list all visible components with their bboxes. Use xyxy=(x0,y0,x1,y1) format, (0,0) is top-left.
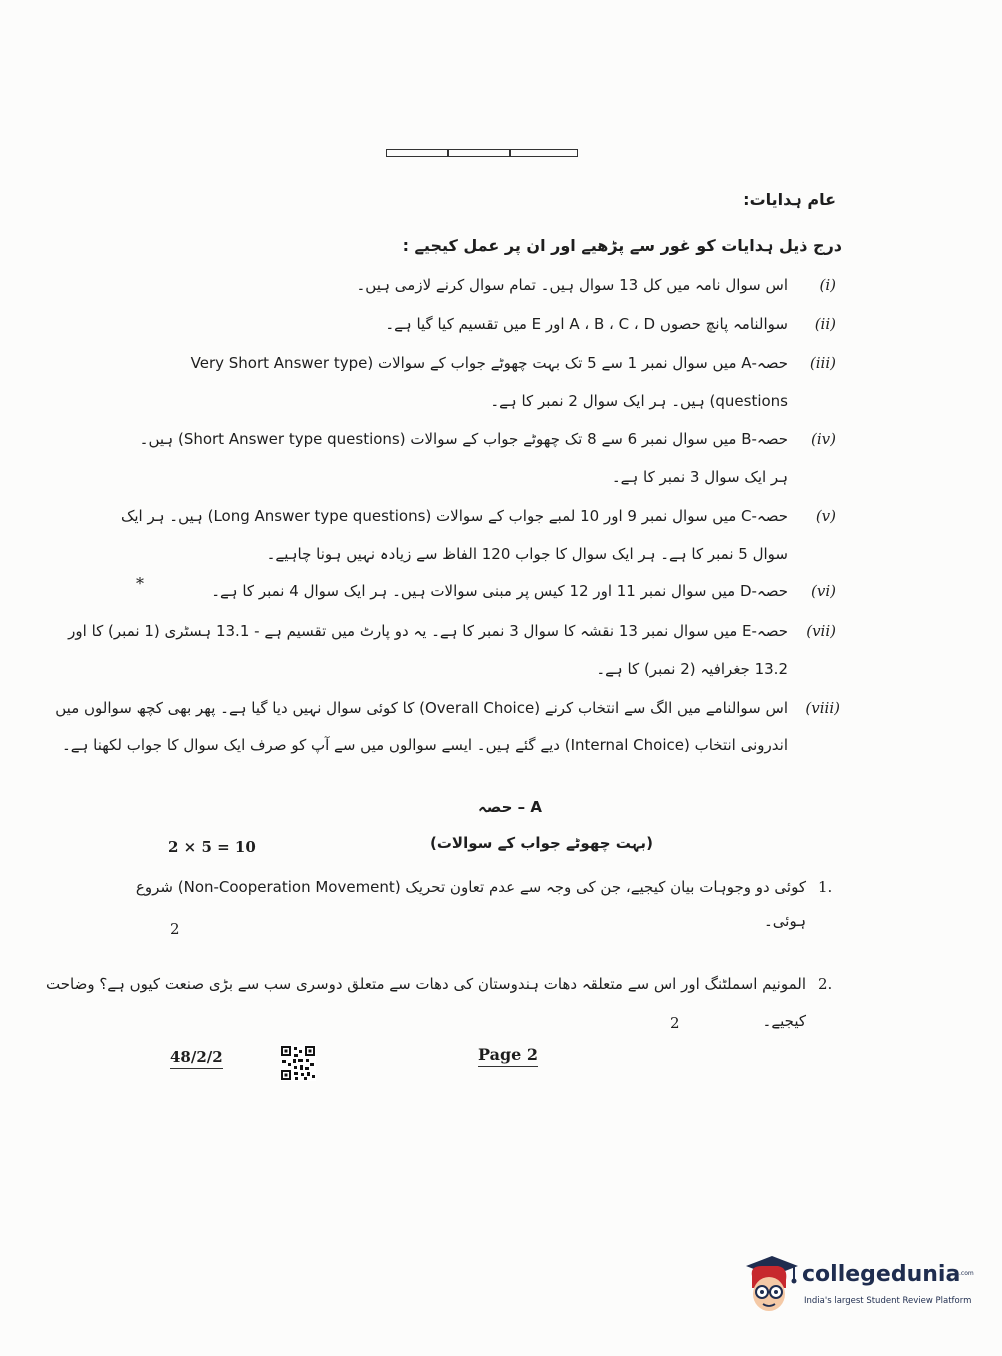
mascot-icon xyxy=(742,1252,800,1318)
question-number: 1. xyxy=(818,878,833,896)
instruction-number: (v) xyxy=(815,507,836,525)
question-text: المونیم اسملٹنگ اور اس سے متعلقہ دھات ہندوستان کی دھات سے متعلق دوسری سب سے بڑی صنعت کیوں ہے؟ وضاحت xyxy=(46,975,806,993)
instructions-subheading: درج ذیل ہدایات کو غور سے پڑھیے اور ان پر عمل کیجیے : xyxy=(402,236,842,255)
instruction-text: ہر ایک سوال 3 نمبر کا ہے۔ xyxy=(611,468,788,486)
instruction-number: (ii) xyxy=(814,315,836,333)
instruction-text: حصہ-A میں سوال نمبر 1 سے 5 تک بہت چھوٹے جواب کے سوالات (Very Short Answer type xyxy=(190,354,788,372)
question-text: کیجیے۔ xyxy=(762,1012,806,1030)
question-text: ہوئی۔ xyxy=(763,912,806,930)
instruction-number: (vii) xyxy=(806,622,836,640)
instruction-text: اس سوالنامے میں الگ سے انتخاب کرنے (Overall Choice) کا کوئی سوال نہیں دیا گیا ہے۔ پھر بھی کچھ سوالوں میں xyxy=(55,699,788,717)
section-marks: 2 × 5 = 10 xyxy=(168,838,256,856)
instruction-text: حصہ-B میں سوال نمبر 6 سے 8 تک چھوٹے جواب کے سوالات (Short Answer type questions) ہیں۔ xyxy=(139,430,788,448)
paper-code: 48/2/2 xyxy=(170,1048,223,1069)
instruction-text: سوال 5 نمبر کا ہے۔ ہر ایک سوال کا جواب 120 الفاظ سے زیادہ نہیں ہونا چاہیے۔ xyxy=(266,545,788,563)
instruction-number: (i) xyxy=(819,276,836,294)
page-number: Page 2 xyxy=(478,1045,538,1067)
instruction-text: اندرونی انتخاب (Internal Choice) دیے گئے ہیں۔ ایسے سوالوں میں سے آپ کو صرف ایک سوال کا جواب لکھنا ہے۔ xyxy=(62,736,788,754)
instruction-number: (vi) xyxy=(811,582,836,600)
instruction-text: questions) ہیں۔ ہر ایک سوال 2 نمبر کا ہے۔ xyxy=(490,392,788,410)
top-rule xyxy=(386,149,578,157)
instruction-text: 13.2 جغرافیہ (2 نمبر) کا ہے۔ xyxy=(596,660,788,678)
question-marks: 2 xyxy=(170,920,180,938)
instruction-text: حصہ-C میں سوال نمبر 9 اور 10 لمبے جواب کے سوالات (Long Answer type questions) ہیں۔ ہر ایک xyxy=(120,507,788,525)
question-number: 2. xyxy=(818,975,833,993)
instruction-text: سوالنامہ پانچ حصوں A ، B ، C ، D اور E میں تقسیم کیا گیا ہے۔ xyxy=(385,315,788,333)
question-marks: 2 xyxy=(670,1014,680,1032)
section-title: حصہ – A xyxy=(478,798,542,816)
logo-suffix: .com xyxy=(959,1270,974,1277)
instruction-text: حصہ-E میں سوال نمبر 13 نقشہ کا سوال 3 نمبر کا ہے۔ یہ دو پارٹ میں تقسیم ہے - 13.1 ہسٹری (1 نمبر) کا اور xyxy=(68,622,788,640)
question-text: کوئی دو وجوہات بیان کیجیے، جن کی وجہ سے عدم تعاون تحریک (Non-Cooperation Movement) شروع xyxy=(135,878,806,896)
instruction-text: حصہ-D میں سوال نمبر 11 اور 12 کیس پر مبنی سوالات ہیں۔ ہر ایک سوال 4 نمبر کا ہے۔ xyxy=(211,582,788,600)
instruction-number: (iii) xyxy=(809,354,836,372)
logo-wordmark: collegedunia xyxy=(802,1262,961,1287)
margin-star: * xyxy=(136,574,144,593)
instruction-number: (iv) xyxy=(811,430,836,448)
section-subtitle: (بہت چھوٹے جواب کے سوالات) xyxy=(430,834,653,852)
instruction-number: (viii) xyxy=(805,699,840,717)
collegedunia-logo[interactable] xyxy=(742,1252,972,1322)
instructions-heading: عام ہدایات: xyxy=(743,190,836,209)
instruction-text: اس سوال نامہ میں کل 13 سوال ہیں۔ تمام سوال کرنے لازمی ہیں۔ xyxy=(356,276,788,294)
logo-tagline: India's largest Student Review Platform xyxy=(804,1296,972,1306)
qr-code-icon xyxy=(280,1045,316,1081)
